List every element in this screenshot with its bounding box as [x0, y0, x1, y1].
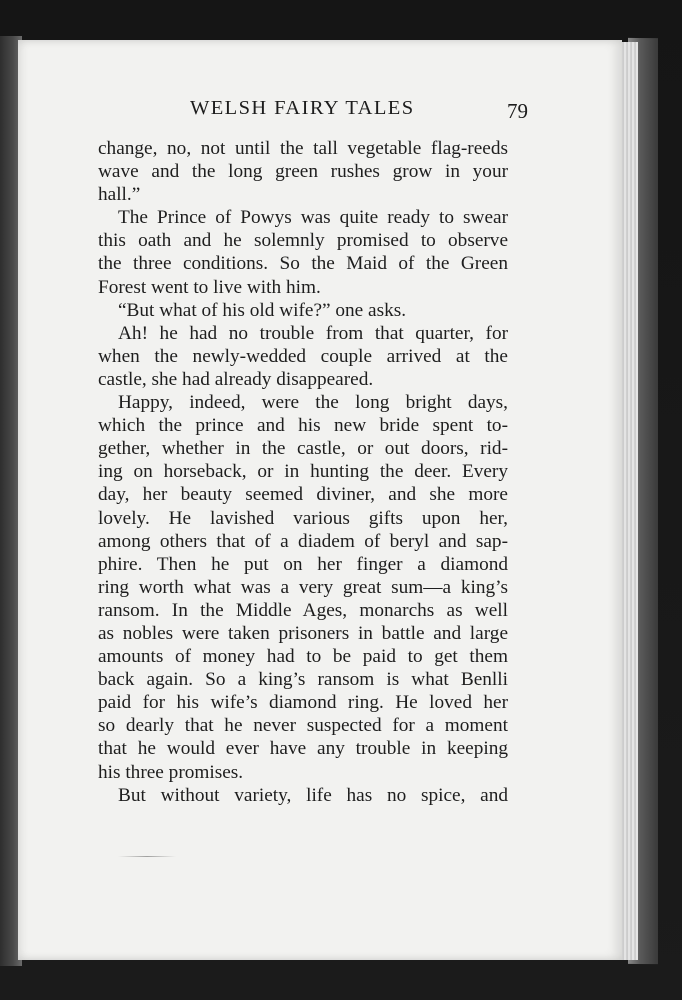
text-line: Forest went to live with him.: [98, 276, 321, 298]
text-line: the three conditions. So the Maid of the Green: [98, 253, 508, 275]
text-line: ing on horseback, or in hunting the deer. Every: [98, 461, 508, 483]
text-line: Happy, indeed, were the long bright days,: [118, 392, 508, 414]
text-line: But without variety, life has no spice, and: [118, 784, 508, 806]
text-line: day, her beauty seemed diviner, and she more: [98, 484, 508, 506]
text-line: as nobles were taken prisoners in battle and large: [98, 622, 508, 644]
text-line: ring worth what was a very great sum—a king’s: [98, 576, 508, 598]
text-line: paid for his wife’s diamond ring. He loved her: [98, 692, 508, 714]
printer-mark: [118, 856, 176, 857]
text-line: Ah! he had no trouble from that quarter, for: [118, 322, 508, 344]
text-line: hall.”: [98, 184, 141, 206]
text-line: so dearly that he never suspected for a moment: [98, 715, 508, 737]
text-line: amounts of money had to be paid to get them: [98, 646, 508, 668]
text-line: lovely. He lavished various gifts upon her,: [98, 507, 508, 529]
text-line: that he would ever have any trouble in keeping: [98, 738, 508, 760]
text-line: among others that of a diadem of beryl and sap-: [98, 530, 508, 552]
text-line: The Prince of Powys was quite ready to swear: [118, 207, 508, 229]
body-text: [98, 137, 508, 807]
text-line: ransom. In the Middle Ages, monarchs as well: [98, 599, 508, 621]
text-line: his three promises.: [98, 761, 244, 783]
text-line: back again. So a king’s ransom is what Benlli: [98, 669, 508, 691]
text-line: this oath and he solemnly promised to observe: [98, 230, 508, 252]
text-line: wave and the long green rushes grow in your: [98, 161, 508, 183]
text-line: “But what of his old wife?” one asks.: [118, 299, 407, 321]
running-head: [98, 97, 528, 129]
text-line: phire. Then he put on her finger a diamond: [98, 553, 508, 575]
text-line: castle, she had already disappeared.: [98, 368, 374, 390]
text-line: change, no, not until the tall vegetable flag-reeds: [98, 138, 508, 159]
running-title: WELSH FAIRY TALES: [190, 97, 415, 119]
text-line: when the newly-wedded couple arrived at the: [98, 345, 508, 367]
page-number: 79: [507, 99, 528, 123]
text-line: gether, whether in the castle, or out doors, rid-: [98, 438, 508, 460]
text-line: which the prince and his new bride spent to-: [98, 415, 508, 437]
